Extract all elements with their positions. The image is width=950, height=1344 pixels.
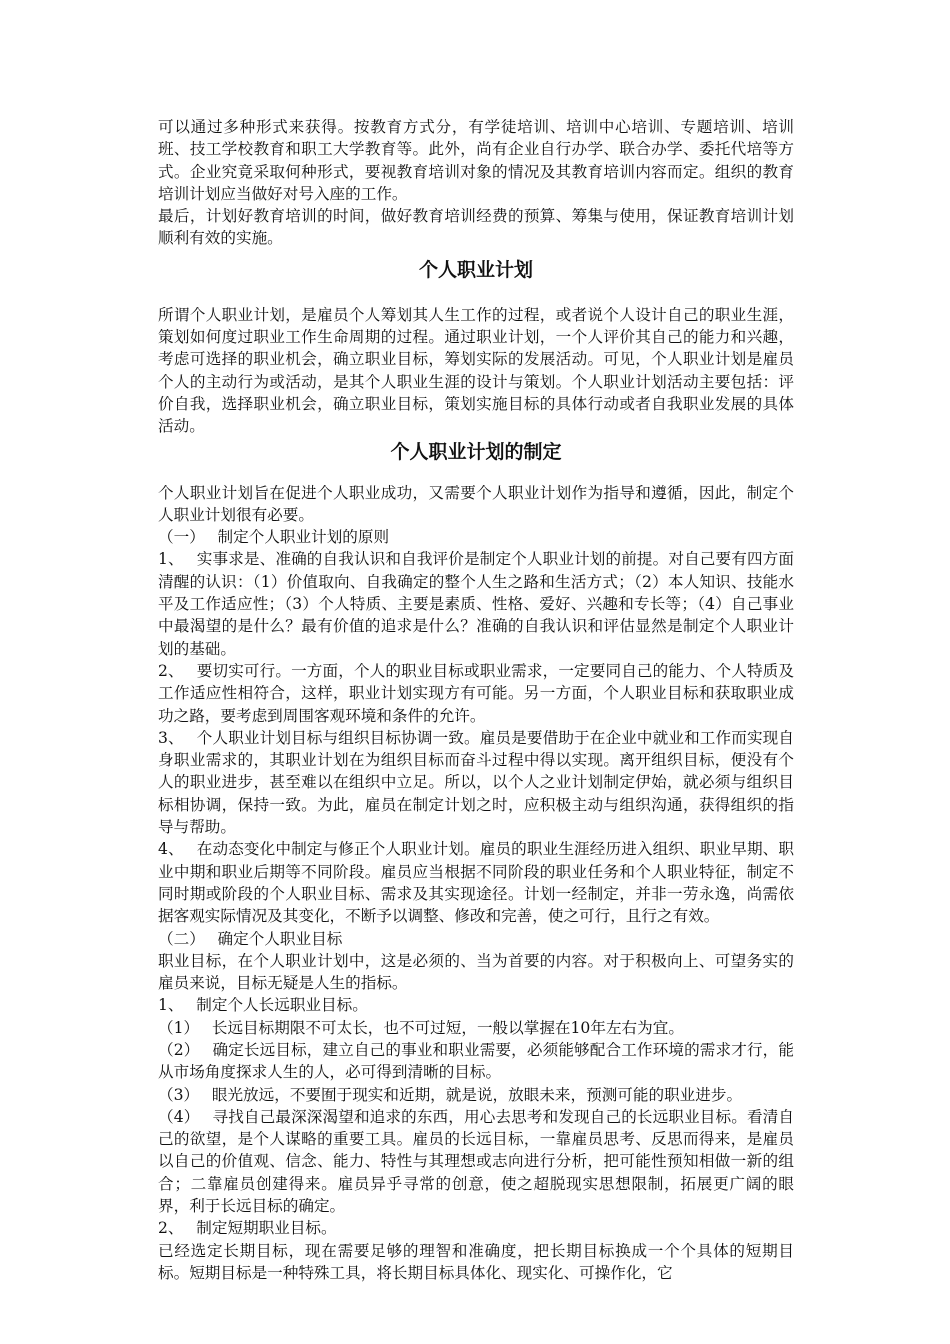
paragraph: 可以通过多种形式来获得。按教育方式分，有学徒培训、培训中心培训、专题培训、培训班、技工学校教育和职工大学教育等。此外，尚有企业自行办学、联合办学、委托代培等方式。企业究竟采取何种形式，要视教育培训对象的情况及其教育培训内容而定。组织的教育培训计划应当做好对号入座的工作。	[158, 118, 794, 203]
paragraph: 职业目标，在个人职业计划中，这是必须的、当为首要的内容。对于积极向上、可望务实的雇员来说，目标无疑是人生的指标。	[158, 951, 794, 993]
sub-list-item: （4） 寻找自己最深深渴望和追求的东西，用心去思考和发现自己的长远职业目标。看清自己的欲望，是个人谋略的重要工具。雇员的长远目标，一靠雇员思考、反思而得来，是雇员以自己的价值观、信念、能力、特性与其理想或志向进行分析，把可能性预知相做一新的组合；二靠雇员创建得来。雇员异乎寻常的创意，使之超脱现实思想限制，拓展更广阔的眼界，利于长远目标的确定。	[158, 1107, 794, 1216]
list-item: 1、 制定个人长远职业目标。	[158, 996, 368, 1015]
paragraph: 已经选定长期目标，现在需要足够的理智和准确度，把长期目标换成一个个具体的短期目标。短期目标是一种特殊工具，将长期目标具体化、现实化、可操作化，它	[158, 1241, 794, 1282]
list-item: 2、 要切实可行。一方面，个人的职业目标或职业需求，一定要同自己的能力、个人特质及工作适应性相符合，这样，职业计划实现方有可能。另一方面，个人职业目标和获取职业成功之路，要考虑到周围客观环境和条件的允许。	[158, 661, 794, 725]
sub-list-item: （1） 长远目标期限不可太长，也不可过短，一般以掌握在10年左右为宜。	[158, 1018, 684, 1037]
sub-list-item: （2） 确定长远目标，建立自己的事业和职业需要，必须能够配合工作环境的需求才行，能从市场角度探求人生的人，必可得到清晰的目标。	[158, 1040, 794, 1082]
sub-list-item: （3） 眼光放远，不要囿于现实和近期，就是说，放眼未来，预测可能的职业进步。	[158, 1085, 743, 1104]
paragraph: 最后，计划好教育培训的时间，做好教育培训经费的预算、筹集与使用，保证教育培训计划顺利有效的实施。	[158, 207, 794, 248]
list-item: 3、 个人职业计划目标与组织目标协调一致。雇员是要借助于在企业中就业和工作而实现自身职业需求的，其职业计划在为组织目标而奋斗过程中得以实现。离开组织目标，便没有个人的职业进步，甚至难以在组织中立足。所以，以个人之业计划制定伊始，就必须与组织目标相协调，保持一致。为此，雇员在制定计划之时，应积极主动与组织沟通，获得组织的指导与帮助。	[158, 728, 794, 837]
list-item: 1、 实事求是、准确的自我认识和自我评价是制定个人职业计划的前提。对自己要有四方面清醒的认识：（1）价值取向、自我确定的整个人生之路和生活方式；（2）本人知识、技能水平及工作适应性；（3）个人特质、主要是素质、性格、爱好、兴趣和专长等；（4）自己事业中最渴望的是什么？最有价值的追求是什么？准确的自我认识和评估显然是制定个人职业计划的基础。	[158, 550, 794, 658]
paragraph: 个人职业计划旨在促进个人职业成功，又需要个人职业计划作为指导和遵循，因此，制定个人职业计划很有必要。	[158, 483, 794, 524]
document-page	[158, 116, 794, 1284]
subsection-heading: （二） 确定个人职业目标	[158, 929, 343, 948]
section-heading-career-plan-formulation: 个人职业计划的制定	[390, 440, 562, 463]
list-item: 2、 制定短期职业目标。	[158, 1219, 337, 1238]
subsection-heading: （一） 制定个人职业计划的原则	[158, 528, 390, 547]
section-heading-personal-career-plan: 个人职业计划	[418, 258, 533, 281]
list-item: 4、 在动态变化中制定与修正个人职业计划。雇员的职业生涯经历进入组织、职业早期、职业中期和职业后期等不同阶段。雇员应当根据不同阶段的职业任务和个人职业特征，制定不同时期或阶段的个人职业目标、需求及其实现途径。计划一经制定，并非一劳永逸，尚需依据客观实际情况及其变化，不断予以调整、修改和完善，使之可行，且行之有效。	[158, 840, 794, 926]
paragraph: 所谓个人职业计划，是雇员个人筹划其人生工作的过程，或者说个人设计自己的职业生涯，策划如何度过职业工作生命周期的过程。通过职业计划，一个人评价其自己的能力和兴趣，考虑可选择的职业机会，确立职业目标，筹划实际的发展活动。可见，个人职业计划是雇员个人的主动行为或活动，是其个人职业生涯的设计与策划。个人职业计划活动主要包括：评价自我，选择职业机会，确立职业目标，策划实施目标的具体行动或者自我职业发展的具体活动。	[158, 305, 794, 436]
